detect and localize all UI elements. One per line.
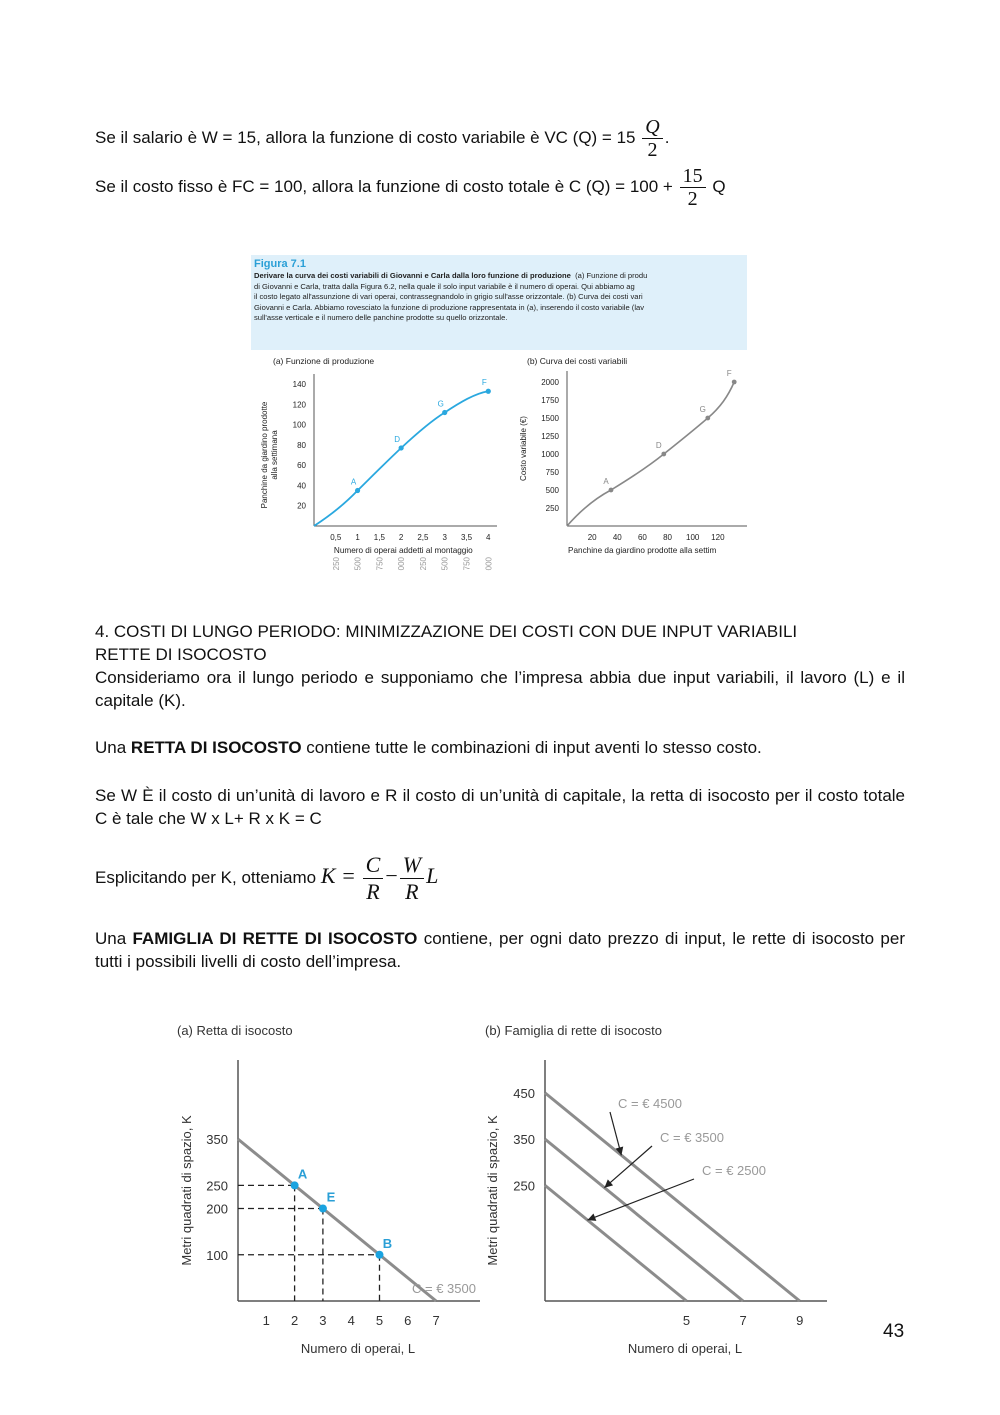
b-point-label-F: F (726, 369, 732, 378)
isocost-family-label: C = € 2500 (702, 1163, 766, 1178)
caption-line-3: il costo legato all'assunzione di vari operai, contrassegnandolo in grigio sull'asse orizzontale. (b) Curva dei costi vari (254, 292, 643, 301)
a-y-tick-label: 140 (292, 380, 306, 390)
b-y-tick-label: 1750 (541, 396, 559, 405)
iso-b-x-axis-label: Numero di operai, L (627, 1341, 743, 1356)
isocost-line-label: C = € 3500 (412, 1281, 476, 1296)
caption-line-2: di Giovanni e Carla, tratta dalla Figura 6.2, nella quale il solo input variabile è il numero di operai. Qui abbiamo ag (254, 281, 635, 291)
b-x-tick-label: 80 (663, 533, 673, 542)
a-y-axis-label-1: Panchine da giardino prodotte (260, 401, 269, 509)
a-cost-tick-label: 750 (462, 557, 472, 571)
c-over-r-fraction: $\frac{C}{R}$ (363, 852, 384, 905)
b-point-F (732, 380, 737, 385)
fifteen-over-2-fraction: $\frac{15}{2}$ (680, 165, 706, 210)
a-cost-tick-label: 000 (484, 557, 494, 571)
iso-point-B (376, 1251, 384, 1259)
b-x-tick-label: 60 (637, 533, 647, 542)
iso-b-y-tick-label: 250 (513, 1178, 535, 1194)
iso-point-label-E: E (326, 1189, 336, 1205)
b-x-axis-label: Panchine da giardino prodotte alla settim (568, 546, 717, 555)
caption-line-4: Giovanni e Carla. Abbiamo rovesciato la funzione di produzione rappresentata in (a), inserendo il costo variabile (lav (254, 302, 645, 312)
b-y-tick-label: 500 (545, 486, 559, 495)
isocost-family-label: C = € 4500 (618, 1096, 682, 1111)
paragraph-isocost-family: Una FAMIGLIA DI RETTE DI ISOCOSTO contiene, per ogni dato prezzo di input, le rette di isocosto per tutti i possibili livelli di costo dell’impresa. (95, 929, 905, 971)
a-point-label-A: A (350, 477, 357, 487)
paragraph-formula: Esplicitando per K, otteniamo K = $\frac{C}{R}$ − $\frac{W}{R}$ L (95, 852, 439, 905)
a-point-D (399, 445, 404, 450)
a-point-A (355, 488, 360, 493)
isocost-family-line (545, 1093, 800, 1301)
a-cost-tick-label: 000 (397, 557, 407, 571)
isocost-line-chart (179, 1060, 480, 1356)
b-y-tick-label: 1000 (541, 450, 559, 459)
iso-a-x-tick-label: 1 (262, 1313, 270, 1328)
a-cost-tick-label: 500 (440, 557, 450, 571)
a-y-tick-label: 20 (297, 501, 306, 511)
production-curve (314, 391, 488, 526)
a-cost-tick-label: 750 (375, 557, 385, 571)
production-function-chart (260, 374, 497, 570)
panel-a-title: (a) Funzione di produzione (273, 356, 375, 366)
a-cost-tick-label: 250 (331, 557, 341, 571)
a-y-tick-label: 80 (297, 440, 306, 450)
a-point-G (442, 410, 447, 415)
figure-caption (251, 255, 747, 349)
b-point-D (661, 452, 666, 457)
a-y-tick-label: 120 (292, 400, 306, 410)
iso-a-x-axis-label: Numero di operai, L (300, 1341, 416, 1356)
a-x-tick-label: 1,5 (373, 533, 385, 542)
paragraph-long-run: Consideriamo ora il lungo periodo e supponiamo che l’impresa abbia due input variabili, il lavoro (L) e il capitale (K). (95, 668, 905, 710)
b-point-A (609, 488, 614, 493)
a-point-label-G: G (437, 399, 444, 409)
variable-cost-text: Se il salario è W = 15, allora la funzione di costo variabile è VC (Q) = 15 (95, 127, 636, 147)
a-y-tick-label: 40 (297, 481, 306, 491)
iso-a-x-tick-label: 4 (347, 1313, 355, 1328)
a-x-tick-label: 4 (486, 533, 491, 542)
isocost-family-line (545, 1185, 687, 1301)
a-x-tick-label: 2 (398, 533, 404, 542)
iso-a-x-tick-label: 5 (375, 1313, 384, 1328)
q-over-2-fraction: $\frac{Q}{2}$ (642, 116, 662, 161)
iso-point-label-A: A (297, 1166, 308, 1182)
variable-cost-chart (519, 369, 747, 555)
figure-7-1-charts (251, 349, 747, 587)
a-x-axis-label: Numero di operai addetti al montaggio (333, 546, 473, 555)
isocost-line (238, 1139, 436, 1301)
variable-cost-curve (567, 382, 734, 526)
iso-b-y-tick-label: 450 (513, 1085, 535, 1101)
section-subheading: RETTE DI ISOCOSTO (95, 645, 267, 664)
iso-a-x-tick-label: 6 (404, 1313, 412, 1328)
section-heading: 4. COSTI DI LUNGO PERIODO: MINIMIZZAZIONE DEI COSTI CON DUE INPUT VARIABILI (95, 622, 798, 641)
caption-line-1: Derivare la curva dei costi variabili di Giovanni e Carla dalla loro funzione di produzione (a) Funzione di produ (254, 271, 648, 280)
iso-point-E (319, 1205, 327, 1213)
isocost-panel-b-title: (b) Famiglia di rette di isocosto (485, 1023, 663, 1038)
iso-a-y-tick-label: 200 (206, 1201, 228, 1217)
iso-b-x-tick-label: 7 (739, 1313, 747, 1328)
isocost-figure (165, 1010, 865, 1370)
formula-lhs: K = (320, 863, 356, 888)
b-point-G (705, 416, 710, 421)
b-x-tick-label: 100 (686, 533, 700, 542)
iso-a-y-axis-label: Metri quadrati di spazio, K (179, 1115, 194, 1266)
isocost-family-arrow (604, 1146, 652, 1188)
a-cost-tick-label: 500 (353, 557, 363, 571)
a-x-tick-label: 3 (442, 533, 447, 542)
paragraph-isocost-definition: Una RETTA DI ISOCOSTO contiene tutte le combinazioni di input aventi lo stesso costo. (95, 738, 762, 757)
b-point-label-A: A (603, 477, 609, 486)
iso-a-y-tick-label: 100 (206, 1247, 228, 1263)
b-x-tick-label: 20 (587, 533, 597, 542)
iso-a-y-tick-label: 250 (206, 1178, 228, 1194)
a-x-tick-label: 1 (355, 533, 360, 542)
iso-point-label-B: B (382, 1235, 393, 1251)
iso-b-y-tick-label: 350 (513, 1132, 535, 1148)
a-cost-tick-label: 250 (418, 557, 428, 571)
variable-cost-line: Se il salario è W = 15, allora la funzione di costo variabile è VC (Q) = 15 $\frac{Q}{2}$ . (95, 116, 670, 161)
total-cost-line: Se il costo fisso è FC = 100, allora la funzione di costo totale è C (Q) = 100 + $\frac{15}{2}$ Q (95, 165, 726, 210)
isocost-family-chart (485, 1060, 827, 1356)
iso-a-x-tick-label: 2 (290, 1313, 299, 1328)
iso-b-x-tick-label: 5 (682, 1313, 691, 1328)
a-x-tick-label: 3,5 (460, 533, 473, 542)
b-y-axis-label: Costo variabile (€) (519, 416, 528, 481)
a-point-F (486, 389, 491, 394)
a-y-tick-label: 100 (292, 420, 306, 430)
a-x-tick-label: 2,5 (417, 533, 429, 542)
paragraph-isocost-equation: Se W È il costo di un’unità di lavoro e R il costo di un’unità di capitale, la retta di isocosto per il costo totale C è tale che W x L+ R x K = C (95, 786, 905, 828)
b-y-tick-label: 2000 (541, 378, 559, 387)
panel-b-title: (b) Curva dei costi variabili (527, 356, 628, 366)
figure-title: Figura 7.1 (254, 258, 306, 270)
b-y-tick-label: 250 (545, 504, 559, 513)
b-y-tick-label: 1250 (541, 432, 559, 441)
isocost-family-label: C = € 3500 (660, 1130, 724, 1145)
caption-line-5: sull'asse verticale e il numero delle panchine prodotte su quello orizzontale. (254, 313, 508, 322)
iso-point-A (291, 1181, 299, 1189)
isocost-panel-a-title: (a) Retta di isocosto (177, 1023, 293, 1038)
total-cost-text: Se il costo fisso è FC = 100, allora la funzione di costo totale è C (Q) = 100 + (95, 176, 673, 196)
b-point-label-G: G (699, 405, 706, 414)
a-point-label-F: F (481, 378, 487, 388)
b-y-tick-label: 1500 (541, 414, 559, 423)
b-y-tick-label: 750 (545, 468, 559, 477)
b-point-label-D: D (655, 441, 662, 450)
iso-a-x-tick-label: 3 (319, 1313, 327, 1328)
iso-b-y-axis-label: Metri quadrati di spazio, K (485, 1115, 500, 1266)
iso-b-x-tick-label: 9 (796, 1313, 804, 1328)
a-x-tick-label: 0,5 (330, 533, 342, 542)
page-number: 43 (883, 1321, 905, 1342)
a-y-axis-label-2: alla settimana (270, 430, 279, 480)
iso-a-x-tick-label: 7 (432, 1313, 440, 1328)
b-x-tick-label: 120 (711, 533, 725, 542)
iso-a-y-tick-label: 350 (206, 1132, 228, 1148)
w-over-r-fraction: $\frac{W}{R}$ (400, 852, 424, 905)
b-x-tick-label: 40 (612, 533, 622, 542)
a-point-label-D: D (394, 434, 401, 444)
figure-7-1 (251, 255, 747, 587)
a-y-tick-label: 60 (297, 461, 306, 471)
